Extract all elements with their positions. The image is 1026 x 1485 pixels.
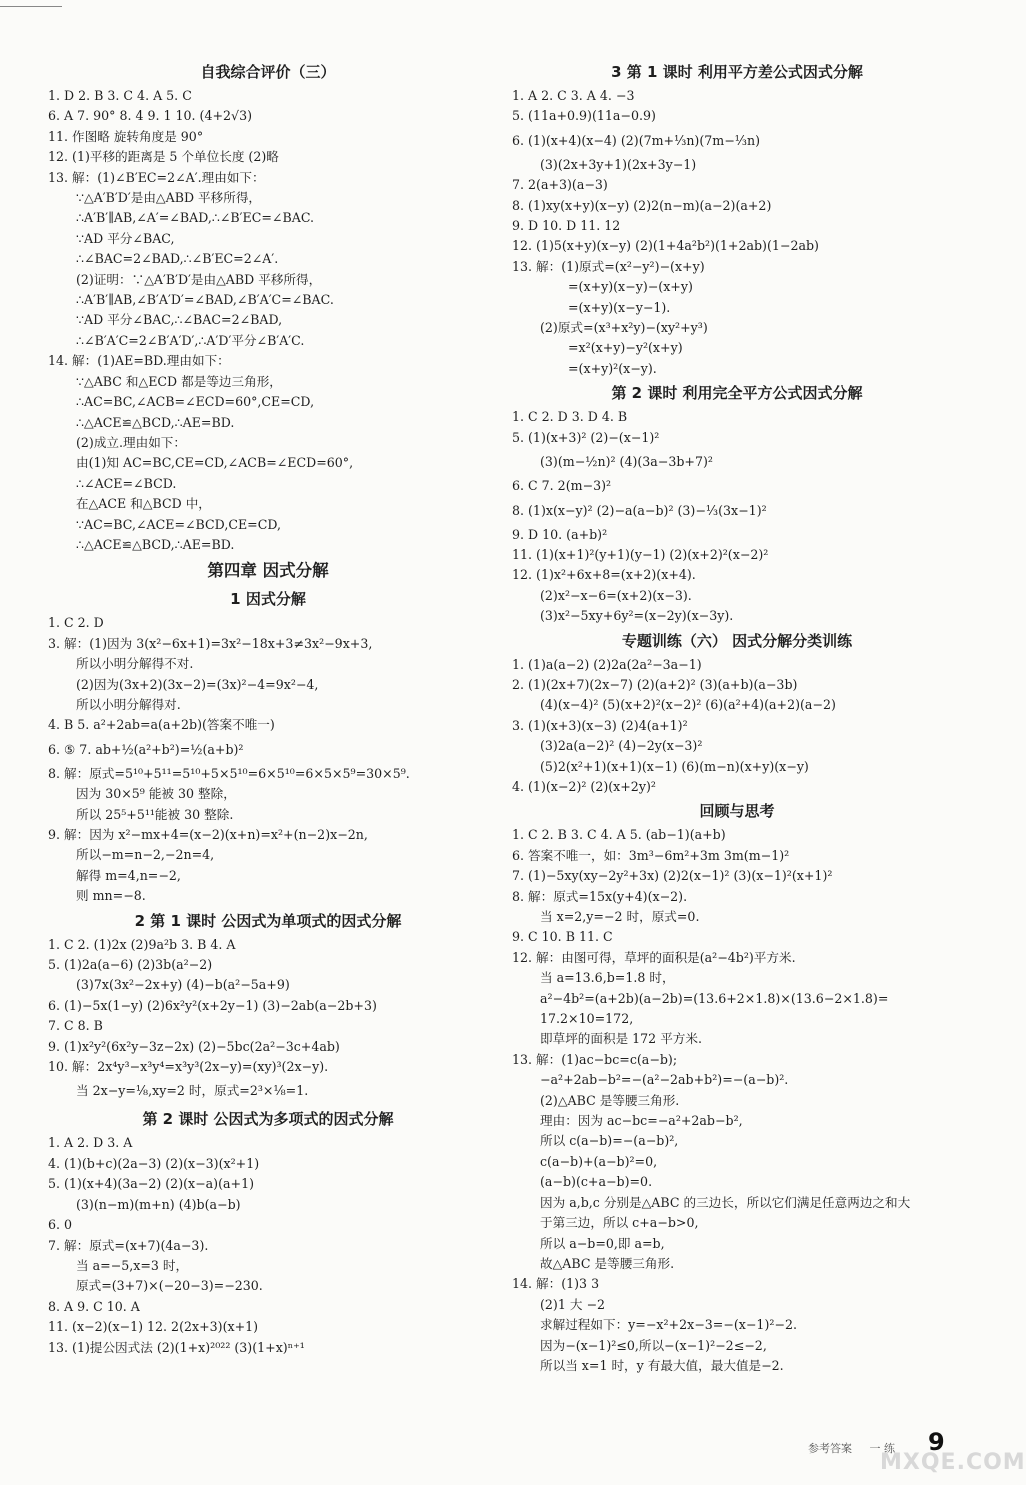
answer-line: 12. (1)x²+6x+8=(x+2)(x+4). <box>512 567 696 583</box>
answer-line: 4. B 5. a²+2ab=a(a+2b)(答案不唯一) <box>48 717 275 733</box>
section-heading: 第 2 课时 利用完全平方公式因式分解 <box>611 384 863 403</box>
top-rule <box>0 6 62 7</box>
answer-line: =(x+y)²(x−y). <box>568 360 657 376</box>
answer-line: ∴△ACE≌△BCD,∴AE=BD. <box>76 536 235 552</box>
answer-line: (3)x²−5xy+6y²=(x−2y)(x−3y). <box>540 608 734 624</box>
answer-line: 17.2×10=172, <box>540 1011 634 1027</box>
answer-line: (5)2(x²+1)(x+1)(x−1) (6)(m−n)(x+y)(x−y) <box>540 758 809 774</box>
answer-line: 7. 解：原式=(x+7)(4a−3). <box>48 1237 209 1253</box>
answer-line: a²−4b²=(a+2b)(a−2b)=(13.6+2×1.8)×(13.6−2×1.8)= <box>540 990 889 1006</box>
answer-line: 11. (x−2)(x−1) 12. 2(2x+3)(x+1) <box>48 1319 259 1335</box>
answer-line: 7. 2(a+3)(a−3) <box>512 177 608 193</box>
answer-line: ∴A′B′∥AB,∠B′A′D′=∠BAD,∠B′A′C=∠BAC. <box>76 292 334 308</box>
answer-line: 所以当 x=1 时，y 有最大值，最大值是−2. <box>540 1357 784 1373</box>
section-heading: 自我综合评价（三） <box>200 63 336 81</box>
answer-line: ∴∠ACE=∠BCD. <box>76 475 177 491</box>
answer-line: (2)x²−x−6=(x+2)(x−3). <box>540 587 692 603</box>
answer-line: ∴AC=BC,∠ACB=∠ECD=60°,CE=CD, <box>76 394 315 410</box>
answer-line: =x²(x+y)−y²(x+y) <box>568 340 683 356</box>
answer-line: 11. 作图略 旋转角度是 90° <box>48 128 204 144</box>
answer-line: (2)证明：∵△A′B′D′是由△ABD 平移所得， <box>76 271 322 287</box>
answer-line: 8. A 9. C 10. A <box>48 1298 140 1314</box>
answer-line: 所以 a−b=0,即 a=b, <box>540 1235 665 1251</box>
answer-line: ∴△ACE≌△BCD,∴AE=BD. <box>76 414 235 430</box>
answer-line: 8. 解：原式=15x(y+4)(x−2). <box>512 888 688 904</box>
answer-line: 5. (1)2a(a−6) (2)3b(a²−2) <box>48 957 213 973</box>
answer-line: 于第三边，所以 c+a−b>0, <box>540 1215 699 1231</box>
answer-line: 11. (1)(x+1)²(y+1)(y−1) (2)(x+2)²(x−2)² <box>512 546 769 562</box>
section-heading: 3 第 1 课时 利用平方差公式因式分解 <box>611 63 863 81</box>
answer-line: 当 x=2,y=−2 时，原式=0. <box>540 909 700 924</box>
answer-line: =(x+y)(x−y−1). <box>568 299 671 315</box>
section-heading: 第 2 课时 公因式为多项式的因式分解 <box>142 1110 394 1129</box>
answer-line: (4)(x−4)² (5)(x+2)²(x−2)² (6)(a²+4)(a+2)(a−2) <box>540 697 836 713</box>
answer-line: 8. (1)xy(x+y)(x−y) (2)2(n−m)(a−2)(a+2) <box>512 197 772 213</box>
answer-line: c(a−b)+(a−b)²=0, <box>540 1153 658 1169</box>
answer-line: 6. ⑤ 7. ab+½(a²+b²)=½(a+b)² <box>48 741 244 757</box>
answer-line: 14. 解：(1)AE=BD.理由如下： <box>48 353 230 369</box>
answer-line: 8. 解：原式=5¹⁰+5¹¹=5¹⁰+5×5¹⁰=6×5¹⁰=6×5×5⁹=30×5⁹. <box>48 765 410 781</box>
answer-line: 5. (11a+0.9)(11a−0.9) <box>512 108 656 124</box>
answer-line: 4. (1)(b+c)(2a−3) (2)(x−3)(x²+1) <box>48 1155 260 1171</box>
watermark: MXQE.COM <box>880 1450 1026 1475</box>
answer-line: 6. 答案不唯一，如：3m³−6m²+3m 3m(m−1)² <box>512 847 790 863</box>
answer-line: 故△ABC 是等腰三角形. <box>540 1255 675 1271</box>
answer-line: (a−b)(c+a−b)=0. <box>540 1174 653 1190</box>
answer-line: 5. (1)(x+4)(3a−2) (2)(x−a)(a+1) <box>48 1176 254 1192</box>
answer-line: 1. C 2. (1)2x (2)9a²b 3. B 4. A <box>48 936 236 952</box>
answer-line: 解得 m=4,n=−2, <box>76 867 181 883</box>
answer-line: 10. 解：2x⁴y³−x³y⁴=x³y³(2x−y)=(xy)³(2x−y). <box>48 1059 329 1075</box>
answer-line: =(x+y)(x−y)−(x+y) <box>568 279 693 295</box>
answer-line: 因为−(x−1)²≤0,所以−(x−1)²−2≤−2, <box>540 1337 767 1353</box>
answer-line: 12. (1)平移的距离是 5 个单位长度 (2)略 <box>48 149 279 165</box>
answer-line: 9. D 10. (a+b)² <box>512 526 608 542</box>
answer-line: (3)7x(3x²−2x+y) (4)−b(a²−5a+9) <box>76 977 290 993</box>
answer-line: 3. 解：(1)因为 3(x²−6x+1)=3x²−18x+3≠3x²−9x+3, <box>48 635 373 651</box>
answer-line: 由(1)知 AC=BC,CE=CD,∠ACB=∠ECD=60°, <box>76 455 354 471</box>
answer-line: 6. (1)(x+4)(x−4) (2)(7m+⅓n)(7m−⅓n) <box>512 132 760 148</box>
answer-line: 1. A 2. D 3. A <box>48 1135 133 1151</box>
answer-line: 求解过程如下：y=−x²+2x−3=−(x−1)²−2. <box>540 1317 797 1333</box>
answer-line: 6. 0 <box>48 1217 73 1233</box>
section-heading: 专题训练（六） 因式分解分类训练 <box>621 631 853 650</box>
answer-line: 6. C 7. 2(m−3)² <box>512 478 612 494</box>
right-column <box>512 58 962 1376</box>
answer-line: 所以小明分解得不对. <box>76 656 194 672</box>
answer-line: (2)1 大 −2 <box>540 1296 606 1312</box>
answer-line: 13. 解：(1)ac−bc=c(a−b); <box>512 1051 678 1067</box>
answer-line: 7. C 8. B <box>48 1018 103 1034</box>
answer-line: 14. 解：(1)3 3 <box>512 1276 600 1292</box>
answer-line: ∴A′B′∥AB,∠A′=∠BAD,∴∠B′EC=∠BAC. <box>76 210 315 226</box>
answer-line: 4. (1)(x−2)² (2)(x+2y)² <box>512 778 656 794</box>
answer-line: (2)因为(3x+2)(3x−2)=(3x)²−4=9x²−4, <box>76 676 319 692</box>
answer-line: 9. (1)x²y²(6x²y−3z−2x) (2)−5bc(2a²−3c+4ab) <box>48 1038 340 1054</box>
answer-line: ∵△ABC 和△ECD 都是等边三角形， <box>76 373 282 389</box>
answer-line: (3)(m−½n)² (4)(3a−3b+7)² <box>540 454 713 470</box>
answer-line: (3)2a(a−2)² (4)−2y(x−3)² <box>540 738 703 754</box>
answer-line: (3)(2x+3y+1)(2x+3y−1) <box>540 156 697 172</box>
answer-line: 13. (1)提公因式法 (2)(1+x)²⁰²² (3)(1+x)ⁿ⁺¹ <box>48 1339 305 1355</box>
answer-line: 13. 解：(1)∠B′EC=2∠A′.理由如下： <box>48 169 265 185</box>
answer-line: 因为 a,b,c 分别是△ABC 的三边长，所以它们满足任意两边之和大 <box>540 1194 911 1210</box>
answer-line: 则 mn=−8. <box>76 888 146 904</box>
answer-line: 1. C 2. B 3. C 4. A 5. (ab−1)(a+b) <box>512 827 726 843</box>
answer-line: (2)成立.理由如下： <box>76 434 186 450</box>
answer-line: 所以−m=n−2,−2n=4, <box>76 847 215 863</box>
answer-line: ∵AD 平分∠BAC, <box>76 230 175 246</box>
answer-line: 1. C 2. D 3. D 4. B <box>512 409 628 425</box>
answer-line: 所以 25⁵+5¹¹能被 30 整除. <box>76 806 234 822</box>
answer-line: −a²+2ab−b²=−(a²−2ab+b²)=−(a−b)². <box>540 1072 789 1088</box>
answer-line: ∵AD 平分∠BAC,∴∠BAC=2∠BAD, <box>76 312 283 328</box>
answer-line: (2)△ABC 是等腰三角形. <box>540 1092 680 1108</box>
answer-line: 理由：因为 ac−bc=−a²+2ab−b², <box>540 1113 743 1129</box>
answer-line: 3. (1)(x+3)(x−3) (2)4(a+1)² <box>512 717 688 733</box>
answer-line: 13. 解：(1)原式=(x²−y²)−(x+y) <box>512 258 705 274</box>
answer-line: (2)原式=(x³+x²y)−(xy²+y³) <box>540 320 708 336</box>
section-heading: 回顾与思考 <box>699 802 775 821</box>
answer-line: 1. D 2. B 3. C 4. A 5. C <box>48 88 192 103</box>
answer-line: 当 2x−y=⅛,xy=2 时，原式=2³×⅛=1. <box>76 1083 309 1099</box>
answer-line: 当 a=−5,x=3 时， <box>76 1257 189 1273</box>
answer-line: (3)(n−m)(m+n) (4)b(a−b) <box>76 1196 241 1212</box>
answer-line: 因为 30×5⁹ 能被 30 整除， <box>76 786 236 802</box>
answer-line: ∵AC=BC,∠ACE=∠BCD,CE=CD, <box>76 516 281 532</box>
answer-line: 当 a=13.6,b=1.8 时， <box>540 970 675 986</box>
section-heading: 1 因式分解 <box>230 590 306 609</box>
answer-line: 2. (1)(2x+7)(2x−7) (2)(a+2)² (3)(a+b)(a−3b) <box>512 676 798 692</box>
answer-line: 6. (1)−5x(1−y) (2)6x²y²(x+2y−1) (3)−2ab(a−2b+3) <box>48 997 377 1013</box>
footer-mark: 一 练 <box>869 1442 895 1455</box>
section-heading: 2 第 1 课时 公因式为单项式的因式分解 <box>134 911 402 930</box>
section-heading: 第四章 因式分解 <box>207 561 329 581</box>
answer-line: 1. A 2. C 3. A 4. −3 <box>512 88 635 103</box>
answer-line: 9. D 10. D 11. 12 <box>512 218 621 234</box>
answer-line: 9. 解：因为 x²−mx+4=(x−2)(x+n)=x²+(n−2)x−2n, <box>48 827 368 842</box>
answer-line: 12. 解：由图可得，草坪的面积是(a²−4b²)平方米. <box>512 949 796 965</box>
left-column <box>48 58 488 1358</box>
answer-line: 1. C 2. D <box>48 615 104 631</box>
answer-line: 8. (1)x(x−y)² (2)−a(a−b)² (3)−⅓(3x−1)² <box>512 502 767 518</box>
answer-line: 所以 c(a−b)=−(a−b)², <box>540 1133 679 1149</box>
answer-line: 5. (1)(x+3)² (2)−(x−1)² <box>512 429 660 445</box>
answer-line: 12. (1)5(x+y)(x−y) (2)(1+4a²b²)(1+2ab)(1−2ab) <box>512 238 819 254</box>
answer-line: 9. C 10. B 11. C <box>512 929 613 945</box>
footer-label-text: 参考答案 <box>808 1442 852 1455</box>
answer-line: 1. (1)a(a−2) (2)2a(2a²−3a−1) <box>512 656 702 672</box>
answer-line: 所以小明分解得对. <box>76 696 181 712</box>
answer-line: ∴∠BAC=2∠BAD,∴∠B′EC=2∠A′. <box>76 251 279 267</box>
answer-line: ∴∠B′A′C=2∠B′A′D′,∴A′D′平分∠B′A′C. <box>76 332 305 348</box>
answer-line: 6. A 7. 90° 8. 4 9. 1 10. (4+2√3) <box>48 108 253 124</box>
page-number: 9 <box>928 1428 945 1456</box>
answer-line: 即草坪的面积是 172 平方米. <box>540 1031 702 1047</box>
answer-line: 在△ACE 和△BCD 中， <box>76 496 211 512</box>
answer-line: 原式=(3+7)×(−20−3)=−230. <box>76 1278 263 1294</box>
answer-line: ∵△A′B′D′是由△ABD 平移所得， <box>76 190 262 206</box>
answer-line: 7. (1)−5xy(xy−2y²+3x) (2)2(x−1)² (3)(x−1)²(x+1)² <box>512 868 833 884</box>
